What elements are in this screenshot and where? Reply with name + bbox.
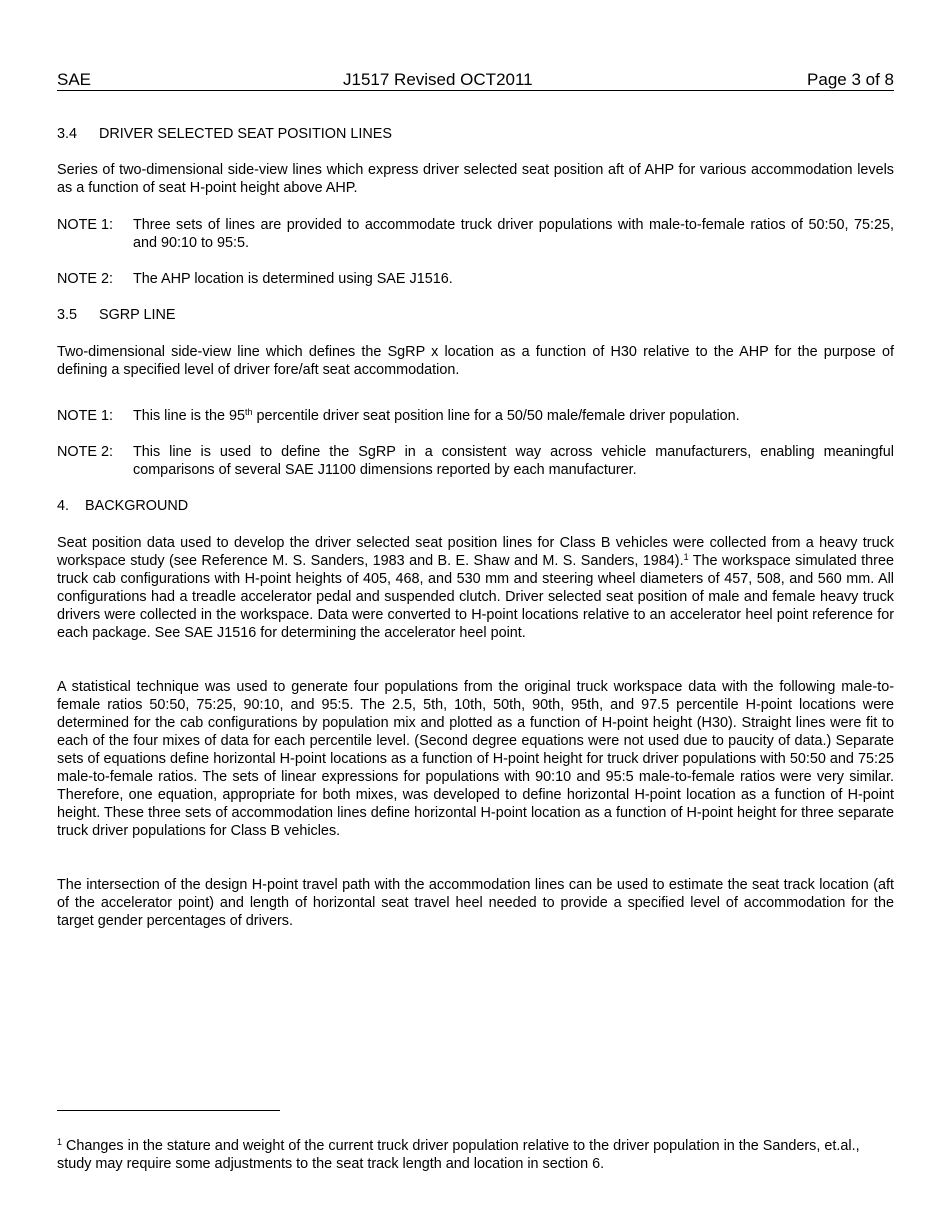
paragraph-text-start: Seat position data used to develop the driver selected seat position lines for Class B vehicles were collected from a heavy truck workspace study (see Reference M. S. Sanders, 1983 and B. E. Shaw and M. S. Sanders, 1984). <box>57 535 894 569</box>
note-text-start: This line is the 95 <box>133 408 245 424</box>
footnote-1 <box>57 1137 894 1173</box>
footnote-separator <box>57 1110 280 1111</box>
header-org: SAE <box>57 70 92 89</box>
section-title: DRIVER SELECTED SEAT POSITION LINES <box>99 126 392 142</box>
section-number: 3.4 <box>57 126 78 142</box>
document-page <box>57 0 894 1230</box>
note-text: The AHP location is determined using SAE J1516. <box>133 271 453 287</box>
footnote-text: Changes in the stature and weight of the current truck driver population relative to the driver population in the Sanders, et.al., study may require some adjustments to the seat track length and location in section 6. <box>57 1138 860 1172</box>
section-4-heading <box>57 497 894 515</box>
note-label: NOTE 1: <box>57 217 113 233</box>
section-3-4-body: Series of two-dimensional side-view lines which express driver selected seat position aft of AHP for various accommodation levels as a function of seat H-point height above AHP. <box>57 162 894 196</box>
background-paragraph-3: The intersection of the design H-point travel path with the accommodation lines can be used to estimate the seat track location (aft of the accelerator point) and length of horizontal seat travel heel needed to provide a specified level of accommodation for the target gender percentages of drivers. <box>57 877 894 929</box>
section-title: SGRP LINE <box>99 307 176 323</box>
background-paragraph-1 <box>57 534 894 642</box>
section-3-4-heading <box>57 125 894 143</box>
note-label: NOTE 2: <box>57 271 113 287</box>
section-number: 3.5 <box>57 307 78 323</box>
header-doc-id: J1517 Revised OCT2011 <box>343 70 533 89</box>
note-text-end: percentile driver seat position line for a 50/50 male/female driver population. <box>252 408 740 424</box>
section-3-5-note-2 <box>57 443 894 479</box>
page-header <box>57 69 894 91</box>
section-title: BACKGROUND <box>85 498 189 514</box>
ordinal-superscript: th <box>244 407 253 417</box>
section-3-4-note-1 <box>57 216 894 252</box>
footnote-reference-1[interactable]: 1 <box>683 552 689 562</box>
section-3-5-body: Two-dimensional side-view line which defines the SgRP x location as a function of H30 relative to the AHP for the purpose of defining a specified level of driver fore/aft seat accommodation. <box>57 344 894 378</box>
section-3-5-heading <box>57 306 894 324</box>
note-label: NOTE 2: <box>57 444 113 460</box>
note-text: Three sets of lines are provided to accommodate truck driver populations with male-to-female ratios of 50:50, 75:25, and 90:10 to 95:5. <box>133 217 894 251</box>
header-page-number: Page 3 of 8 <box>807 70 894 89</box>
section-3-4-note-2 <box>57 270 894 288</box>
section-number: 4. <box>57 498 70 514</box>
note-label: NOTE 1: <box>57 408 113 424</box>
background-paragraph-2: A statistical technique was used to generate four populations from the original truck workspace data with the following male-to-female ratios 50:50, 75:25, 90:10, and 95:5. The 2.5, 5th, 10th, 50th, 90th, 95th, and 97.5 percentile H-point locations were determined for the cab configurations by population mix and plotted as a function of H-point height (H30). Straight lines were fit to each of the four mixes of data for each percentile level. (Second degree equations were not used due to paucity of data.) Separate sets of equations define horizontal H-point locations as a function of H-point height for truck driver populations with 50:50 and 75:25 male-to-female ratios. The sets of linear expressions for populations with 90:10 and 95:5 male-to-female ratios were very similar. Therefore, one equation, appropriate for both mixes, was developed to define horizontal H-point location as a function of H-point height. These three sets of accommodation lines define horizontal H-point location as a function of H-point height for three separate truck driver populations for Class B vehicles. <box>57 679 894 839</box>
footnote-marker: 1 <box>57 1137 63 1147</box>
note-text: This line is used to define the SgRP in a consistent way across vehicle manufacturers, enabling meaningful comparisons of several SAE J1100 dimensions reported by each manufacturer. <box>133 444 894 478</box>
paragraph-text-end: The workspace simulated three truck cab configurations with H-point heights of 405, 468, and 530 mm and steering wheel diameters of 457, 508, and 560 mm. All configurations had a treadle accelerator pedal and suspended clutch. Driver selected seat position of male and female heavy truck drivers were collected in the workspace. Data were converted to H-point locations relative to an accelerator heel point reference for each package. See SAE J1516 for determining the accelerator heel point. <box>57 553 894 641</box>
note-text <box>133 407 894 425</box>
section-3-5-note-1 <box>57 407 894 425</box>
